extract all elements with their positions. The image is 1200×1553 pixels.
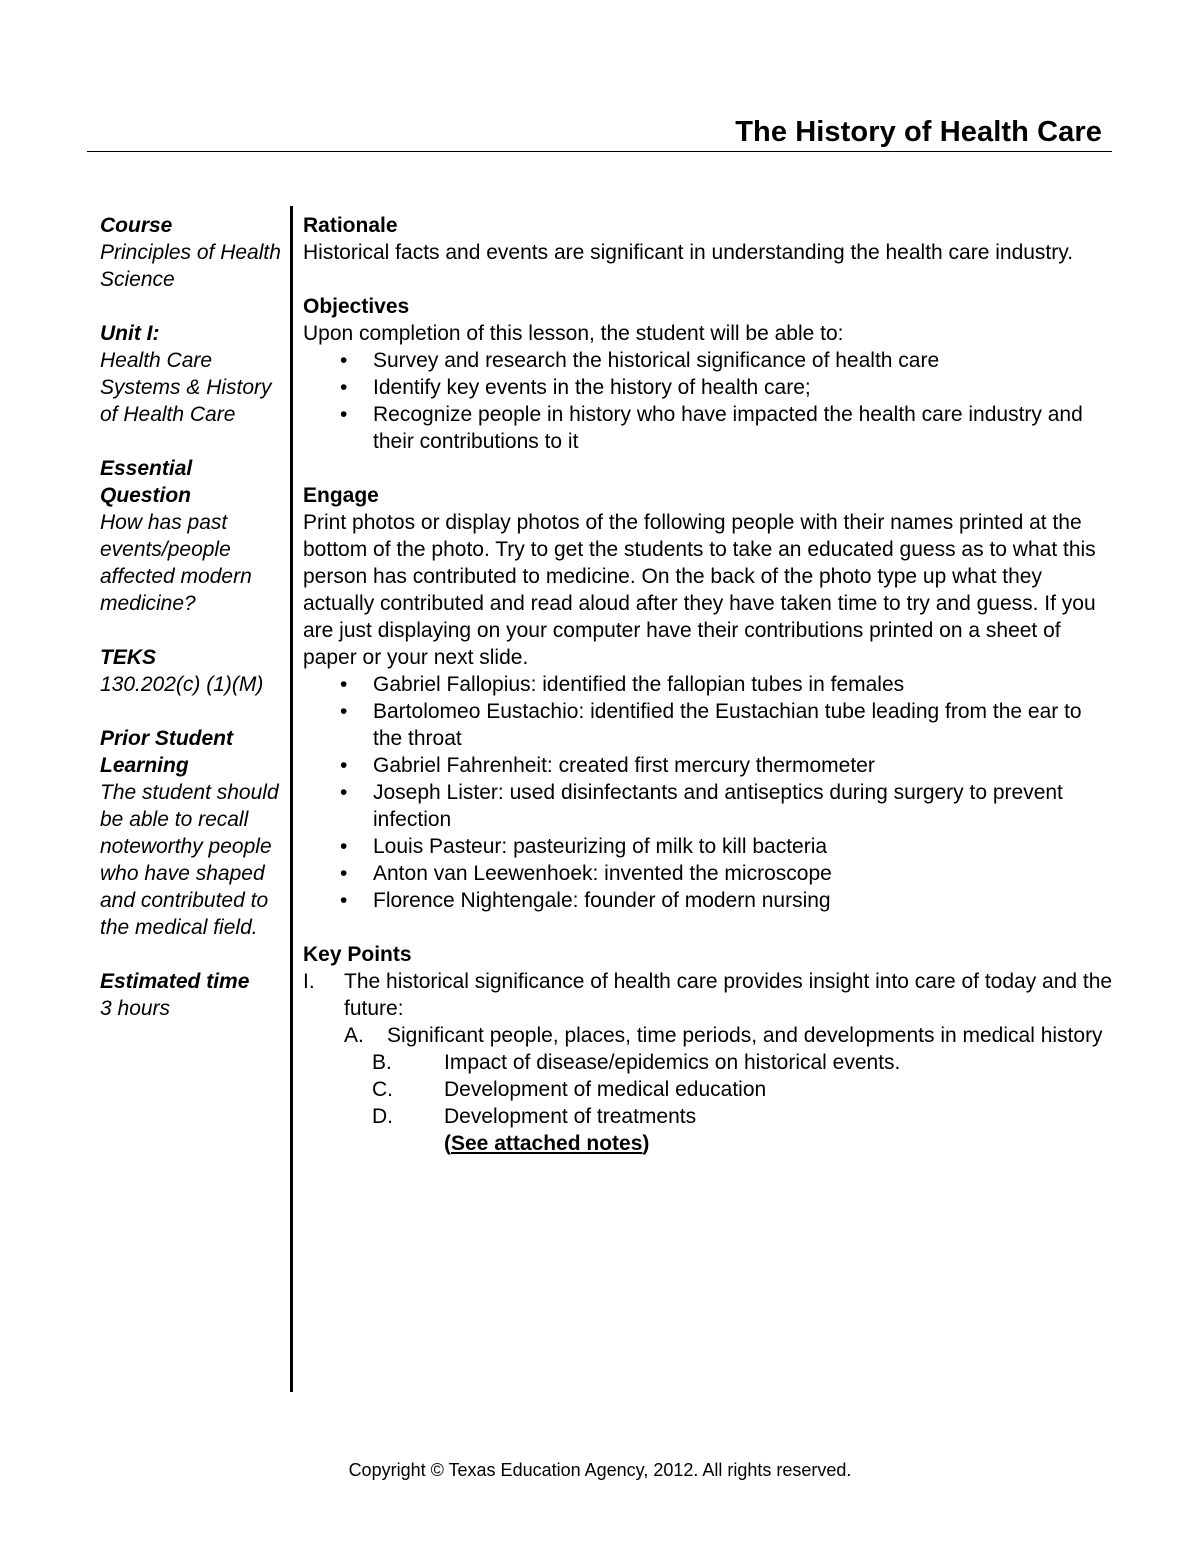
list-item-text: Identify key events in the history of health care; xyxy=(373,376,811,399)
outline-marker: A. xyxy=(344,1024,364,1047)
rationale-section xyxy=(303,212,1113,266)
key-point-c xyxy=(303,1076,1113,1103)
section-heading: Engage xyxy=(303,484,379,507)
engage-text: Print photos or display photos of the following people with their names printed at the bottom of the photo. Try to get the students to take an educated guess as to what this person has contributed to medicine. On the back of the photo type up what they actually contributed and read aloud after they have taken time to try and guess. If you are just displaying on your computer have their contributions printed on a sheet of paper or your next slide. xyxy=(303,511,1096,669)
bullet-icon: • xyxy=(340,781,348,804)
list-item xyxy=(303,887,1113,914)
bullet-icon: • xyxy=(340,349,348,372)
key-point-a xyxy=(303,1022,1113,1049)
key-point-b xyxy=(303,1049,1113,1076)
bullet-icon: • xyxy=(340,403,348,426)
key-point-text: Significant people, places, time periods, and developments in medical history xyxy=(387,1024,1103,1047)
key-point-i xyxy=(303,968,1113,1022)
sidebar-teks xyxy=(100,644,285,698)
list-item-text: Louis Pasteur: pasteurizing of milk to kill bacteria xyxy=(373,835,828,858)
list-item-text: Florence Nightengale: founder of modern nursing xyxy=(373,889,831,912)
list-item-text: Anton van Leewenhoek: invented the microscope xyxy=(373,862,832,885)
key-points-section xyxy=(303,941,1113,1157)
list-item-text: Gabriel Fahrenheit: created first mercury thermometer xyxy=(373,754,875,777)
sidebar-estimated-time xyxy=(100,968,285,1022)
outline-marker: C. xyxy=(372,1078,393,1101)
sidebar-unit xyxy=(100,320,285,428)
copyright-footer: Copyright © Texas Education Agency, 2012. All rights reserved. xyxy=(348,1460,852,1480)
sidebar-heading: Course xyxy=(100,214,173,237)
key-point-text: Development of medical education xyxy=(444,1078,767,1101)
paren-close: ) xyxy=(642,1132,650,1155)
objectives-section xyxy=(303,293,1113,455)
sidebar-prior-learning xyxy=(100,725,285,941)
sidebar-value: Health Care Systems & History of Health Care xyxy=(100,349,272,426)
list-item-text: Bartolomeo Eustachio: identified the Eustachian tube leading from the ear to the throat xyxy=(373,700,1082,750)
sidebar-heading: Essential Question xyxy=(100,457,193,507)
sidebar-heading: Prior Student Learning xyxy=(100,727,234,777)
bullet-icon: • xyxy=(340,376,348,399)
bullet-icon: • xyxy=(340,835,348,858)
bullet-icon: • xyxy=(340,673,348,696)
list-item xyxy=(303,752,1113,779)
outline-marker: B. xyxy=(372,1051,392,1074)
section-heading: Objectives xyxy=(303,295,410,318)
main-content xyxy=(303,212,1113,1184)
sidebar-heading: TEKS xyxy=(100,646,157,669)
key-point-text: The historical significance of health care provides insight into care of today and the future: xyxy=(344,970,1113,1020)
list-item xyxy=(303,779,1113,833)
sidebar-value: The student should be able to recall noteworthy people who have shaped and contributed to the medical field. xyxy=(100,781,279,939)
attached-notes-line xyxy=(303,1130,1113,1157)
list-item xyxy=(303,401,1113,455)
page-title: The History of Health Care xyxy=(735,116,1102,148)
list-item-text: Recognize people in history who have impacted the health care industry and their contributions to it xyxy=(373,403,1083,453)
bullet-icon: • xyxy=(340,862,348,885)
key-point-text: Development of treatments xyxy=(444,1105,697,1128)
sidebar-value: How has past events/people affected modern medicine? xyxy=(100,511,252,615)
objectives-list xyxy=(303,347,1113,455)
outline-marker: D. xyxy=(372,1105,393,1128)
list-item xyxy=(303,860,1113,887)
outline-marker: I. xyxy=(303,970,315,993)
column-divider xyxy=(290,206,293,1392)
key-point-text: Impact of disease/epidemics on historical events. xyxy=(444,1051,901,1074)
sidebar-value: Principles of Health Science xyxy=(100,241,281,291)
sidebar-course xyxy=(100,212,285,293)
sidebar-value: 130.202(c) (1)(M) xyxy=(100,673,264,696)
attached-notes-link[interactable]: See attached notes xyxy=(451,1132,643,1155)
rationale-text: Historical facts and events are significant in understanding the health care industry. xyxy=(303,241,1074,264)
sidebar-heading: Unit I: xyxy=(100,322,160,345)
list-item xyxy=(303,698,1113,752)
list-item-text: Gabriel Fallopius: identified the fallopian tubes in females xyxy=(373,673,905,696)
sidebar-heading: Estimated time xyxy=(100,970,250,993)
key-point-d xyxy=(303,1103,1113,1130)
paren-open: ( xyxy=(444,1132,451,1155)
sidebar xyxy=(100,212,285,1049)
engage-section xyxy=(303,482,1113,914)
bullet-icon: • xyxy=(340,754,348,777)
title-rule xyxy=(87,151,1112,152)
list-item-text: Joseph Lister: used disinfectants and antiseptics during surgery to prevent infection xyxy=(373,781,1063,831)
section-heading: Rationale xyxy=(303,214,398,237)
list-item-text: Survey and research the historical significance of health care xyxy=(373,349,940,372)
list-item xyxy=(303,671,1113,698)
sidebar-value: 3 hours xyxy=(100,997,171,1020)
objectives-intro: Upon completion of this lesson, the student will be able to: xyxy=(303,322,844,345)
sidebar-essential-question xyxy=(100,455,285,617)
bullet-icon: • xyxy=(340,700,348,723)
engage-list xyxy=(303,671,1113,914)
section-heading: Key Points xyxy=(303,943,412,966)
list-item xyxy=(303,374,1113,401)
list-item xyxy=(303,833,1113,860)
bullet-icon: • xyxy=(340,889,348,912)
list-item xyxy=(303,347,1113,374)
